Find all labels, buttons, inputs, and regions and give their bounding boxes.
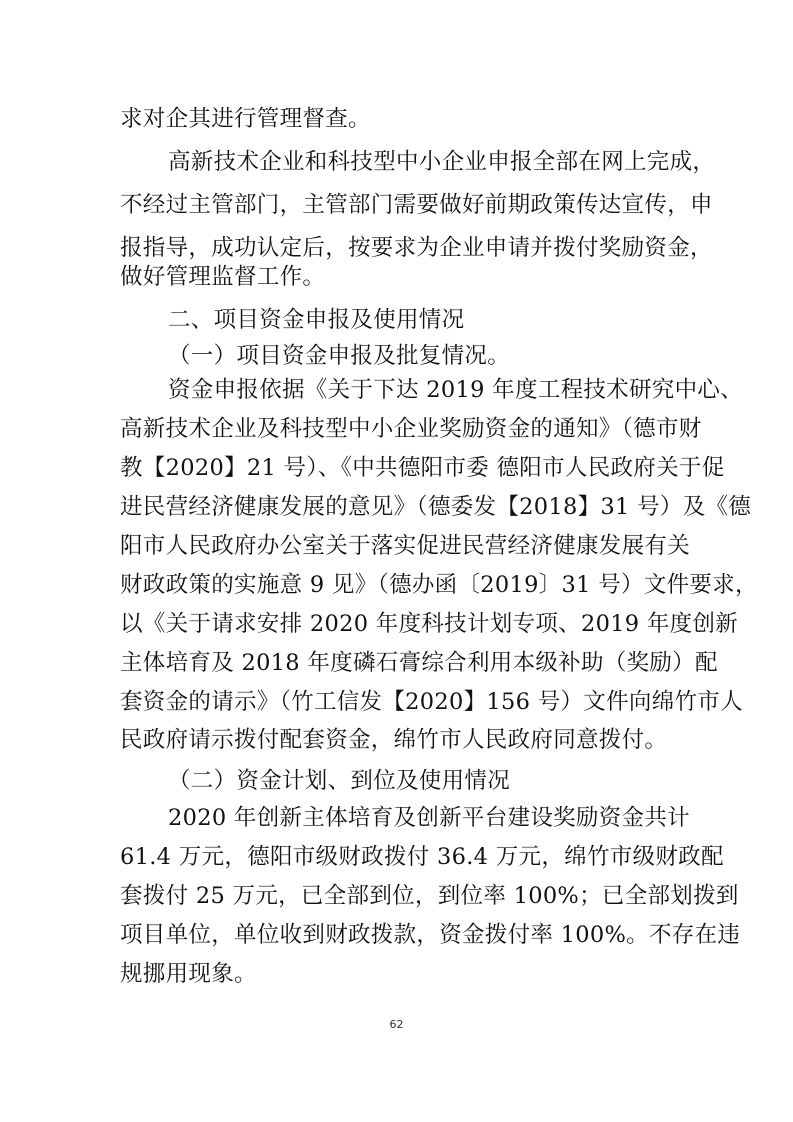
paragraph-line: 高新技术企业和科技型中小企业申报全部在网上完成， [168, 149, 716, 175]
section-heading: 二、项目资金申报及使用情况 [168, 307, 465, 333]
paragraph-line: 主体培育及 2018 年度磷石膏综合利用本级补助（奖励）配 [120, 650, 718, 676]
paragraph-line: 2020 年创新主体培育及创新平台建设奖励资金共计 [168, 805, 690, 831]
paragraph-line: 资金申报依据《关于下达 2019 年度工程技术研究中心、 [168, 377, 743, 403]
paragraph-line: 阳市人民政府办公室关于落实促进民营经济健康发展有关 [120, 533, 691, 559]
paragraph-line: 高新技术企业及科技型中小企业奖励资金的通知》（德市财 [120, 416, 702, 442]
paragraph-line: 财政政策的实施意 9 见》（德办函〔2019〕31 号）文件要求， [120, 572, 758, 598]
paragraph-line: 求对企其进行管理督查。 [120, 106, 371, 132]
paragraph-line: 项目单位，单位收到财政拨款，资金拨付率 100%。不存在违 [120, 922, 741, 948]
paragraph-line: 民政府请示拨付配套资金，绵竹市人民政府同意拨付。 [120, 727, 668, 753]
paragraph-line: 教【2020】21 号）、《中共德阳市委 德阳市人民政府关于促 [120, 455, 725, 481]
paragraph-line: 规挪用现象。 [120, 961, 257, 987]
paragraph-line: 套资金的请示》（竹工信发【2020】156 号）文件向绵竹市人 [120, 689, 743, 715]
paragraph-line: 61.4 万元，德阳市级财政拨付 36.4 万元，绵竹市级财政配 [120, 844, 724, 870]
paragraph-line: 做好管理监督工作。 [120, 264, 326, 290]
subsection-heading: （二）资金计划、到位及使用情况 [168, 768, 511, 794]
subsection-heading: （一）项目资金申报及批复情况。 [168, 343, 511, 369]
paragraph-line: 报指导，成功认定后，按要求为企业申请并拨付奖励资金， [120, 235, 713, 261]
paragraph-line: 套拨付 25 万元，已全部到位，到位率 100%；已全部划拨到 [120, 883, 739, 909]
page-number: 62 [389, 1018, 404, 1031]
paragraph-line: 进民营经济健康发展的意见》（德委发【2018】31 号）及《德 [120, 494, 752, 520]
paragraph-line: 以《关于请求安排 2020 年度科技计划专项、2019 年度创新 [120, 611, 739, 637]
paragraph-line: 不经过主管部门，主管部门需要做好前期政策传达宣传，申 [120, 192, 713, 218]
